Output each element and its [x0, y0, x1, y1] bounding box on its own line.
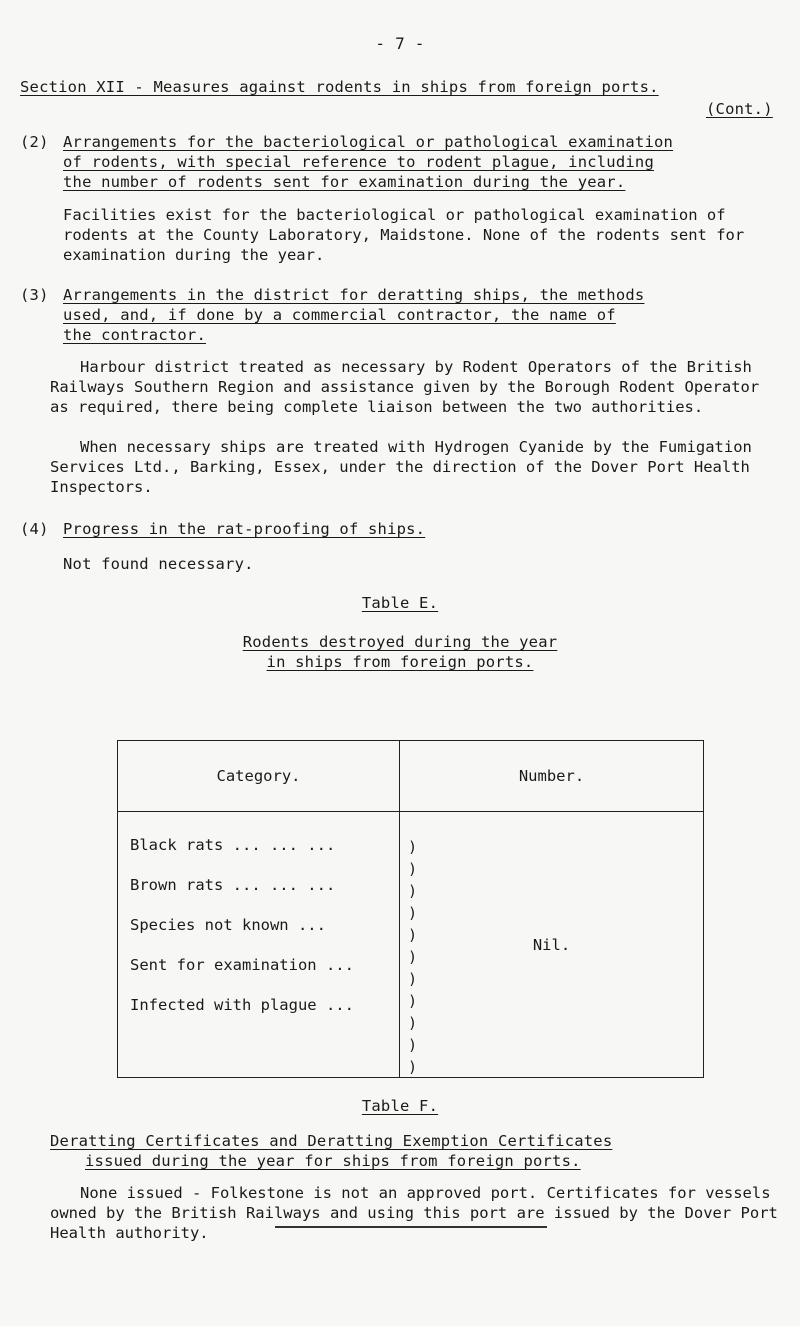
table-row [118, 812, 704, 1078]
section-cont: (Cont.) [706, 100, 773, 118]
page-number: - 7 - [375, 34, 425, 53]
category-item: Black rats ... ... ... [130, 836, 336, 854]
table-e-title: Rodents destroyed during the year [242, 633, 558, 651]
item-number: (4) [20, 520, 49, 538]
section-heading: Section XII - Measures against rodents in ships from foreign ports. [20, 78, 659, 96]
item-body: When necessary ships are treated with Hydrogen Cyanide by the Fumigation Services Ltd., Barking, Essex, under the direction of the Dover Port Health Inspectors. [50, 438, 752, 496]
category-item: Infected with plague ... [130, 996, 354, 1014]
number-cell [400, 812, 704, 1078]
table-header-row [118, 741, 704, 812]
item-heading-line: used, and, if done by a commercial contractor, the name of [63, 306, 616, 324]
table-f-title: issued during the year for ships from foreign ports. [85, 1152, 581, 1170]
category-item: Species not known ... [130, 916, 326, 934]
header-category: Category. [118, 741, 400, 812]
table-e-label: Table E. [361, 594, 439, 612]
closing-rule [275, 1226, 547, 1228]
item-body: Harbour district treated as necessary by Rodent Operators of the British Railways Southern Region and assistance given by the Borough Rodent Operator as required, there being complete liaison between the two authorities. [50, 358, 760, 416]
item-number: (2) [20, 133, 49, 151]
header-number: Number. [400, 741, 704, 812]
bracket-marks: ) ) ) ) ) ) ) ) ) ) ) [408, 838, 418, 1076]
item-body: Not found necessary. [63, 555, 254, 573]
category-item: Sent for examination ... [130, 956, 354, 974]
number-value: Nil. [532, 935, 571, 954]
table-f-label: Table F. [361, 1097, 439, 1115]
item-heading-line: the number of rodents sent for examination during the year. [63, 173, 626, 191]
table-f-body: None issued - Folkestone is not an approved port. Certificates for vessels owned by the British Railways and using this port are issued by the Dover Port Health authority. [50, 1184, 778, 1242]
table-e-title: in ships from foreign ports. [266, 653, 534, 671]
category-cell [118, 812, 400, 1078]
category-item: Brown rats ... ... ... [130, 876, 336, 894]
item-heading-line: the contractor. [63, 326, 206, 344]
rodents-table [117, 740, 704, 1078]
item-heading-line: Progress in the rat-proofing of ships. [63, 520, 426, 538]
table-f-title: Deratting Certificates and Deratting Exemption Certificates [50, 1132, 613, 1150]
item-body: Facilities exist for the bacteriological or pathological examination of rodents at the County Laboratory, Maidstone. None of the rodents sent for examination during the year. [63, 206, 745, 264]
item-heading-line: of rodents, with special reference to rodent plague, including [63, 153, 654, 171]
item-heading-line: Arrangements in the district for deratting ships, the methods [63, 286, 645, 304]
item-heading-line: Arrangements for the bacteriological or pathological examination [63, 133, 674, 151]
item-number: (3) [20, 286, 49, 304]
